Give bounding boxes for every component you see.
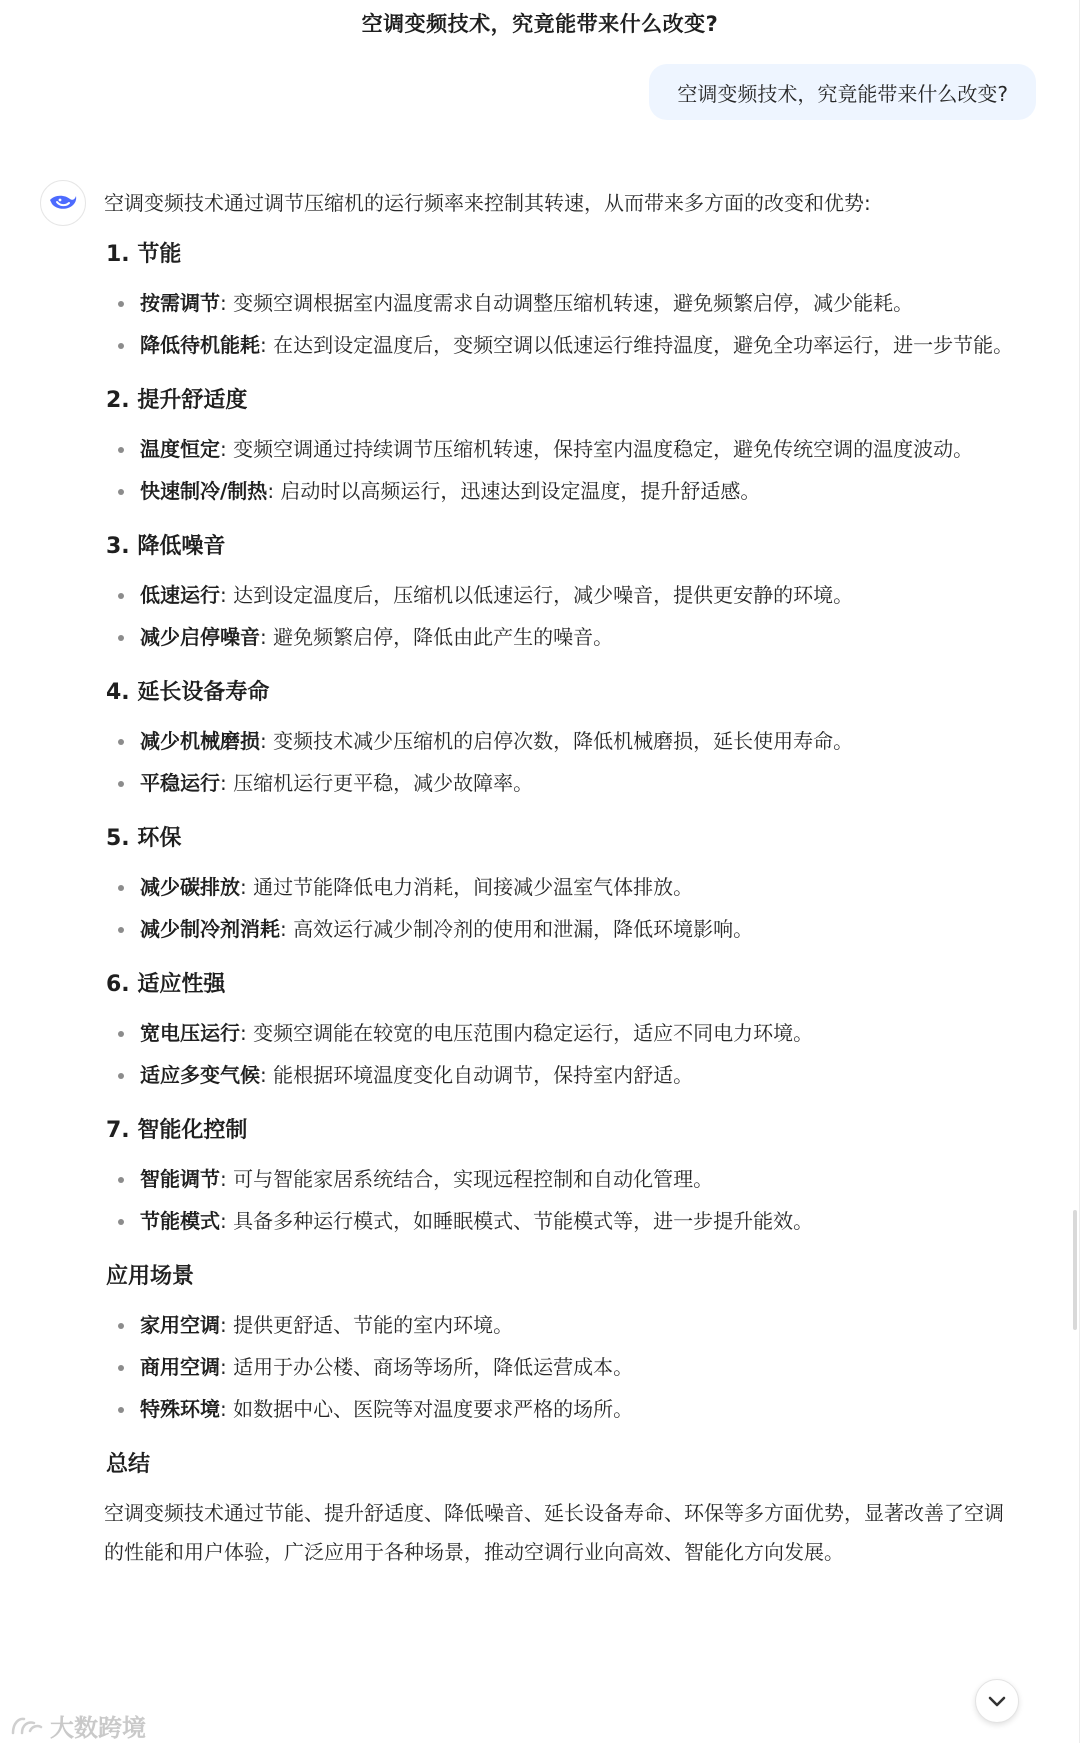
watermark-logo-icon: [10, 1713, 44, 1739]
bullet-list: [104, 868, 1018, 949]
scrollbar-thumb[interactable]: [1073, 1210, 1077, 1330]
bullet-item: [140, 618, 1018, 657]
chevron-down-icon: [987, 1694, 1007, 1708]
bullet-term: 减少启停噪音: [140, 625, 260, 649]
bullet-text: : 适用于办公楼、商场等场所，降低运营成本。: [220, 1355, 634, 1379]
scroll-to-bottom-button[interactable]: [975, 1679, 1019, 1723]
bullet-item: [140, 910, 1018, 949]
assistant-avatar: [40, 180, 86, 226]
bullet-text: : 达到设定温度后，压缩机以低速运行，减少噪音，提供更安静的环境。: [220, 583, 854, 607]
bullet-text: : 提供更舒适、节能的室内环境。: [220, 1313, 514, 1337]
section-heading: 7. 智能化控制: [106, 1118, 248, 1143]
bullet-term: 家用空调: [140, 1313, 220, 1337]
bullet-list: [104, 1160, 1018, 1241]
summary-text: 空调变频技术通过节能、提升舒适度、降低噪音、延长设备寿命、环保等多方面优势，显著改善了空调的性能和用户体验，广泛应用于各种场景，推动空调行业向高效、智能化方向发展。: [104, 1501, 1004, 1564]
bullet-list: [104, 1014, 1018, 1095]
bullet-item: [140, 472, 1018, 511]
bullet-list: [104, 722, 1018, 803]
bullet-term: 节能模式: [140, 1209, 220, 1233]
bullet-term: 宽电压运行: [140, 1021, 240, 1045]
bullet-item: [140, 576, 1018, 615]
bullet-term: 按需调节: [140, 291, 220, 315]
section-heading: 4. 延长设备寿命: [106, 680, 270, 705]
bullet-text: : 变频空调能在较宽的电压范围内稳定运行，适应不同电力环境。: [240, 1021, 814, 1045]
bullet-term: 低速运行: [140, 583, 220, 607]
user-message-text: 空调变频技术，究竟能带来什么改变?: [677, 81, 1008, 106]
bullet-item: [140, 1390, 1018, 1429]
section-heading: 2. 提升舒适度: [106, 388, 248, 413]
bullet-list: [104, 430, 1018, 511]
bullet-list: [104, 284, 1018, 365]
bullet-term: 智能调节: [140, 1167, 220, 1191]
bullet-term: 减少机械磨损: [140, 729, 260, 753]
bullet-term: 适应多变气候: [140, 1063, 260, 1087]
chat-title: 空调变频技术，究竟能带来什么改变?: [361, 12, 719, 36]
answer-sections: [104, 235, 1018, 1429]
bullet-item: [140, 1056, 1018, 1095]
section-heading: 应用场景: [106, 1264, 195, 1289]
bullet-text: : 可与智能家居系统结合，实现远程控制和自动化管理。: [220, 1167, 714, 1191]
whale-logo-icon: [48, 191, 78, 215]
bullet-text: : 启动时以高频运行，迅速达到设定温度，提升舒适感。: [267, 479, 761, 503]
bullet-item: [140, 284, 1018, 323]
bullet-text: : 能根据环境温度变化自动调节，保持室内舒适。: [260, 1063, 694, 1087]
bullet-item: [140, 1160, 1018, 1199]
bullet-text: : 避免频繁启停，降低由此产生的噪音。: [260, 625, 614, 649]
section-heading: 1. 节能: [106, 242, 182, 267]
bullet-term: 减少碳排放: [140, 875, 240, 899]
bullet-term: 减少制冷剂消耗: [140, 917, 280, 941]
watermark-text: 大数跨境: [50, 1714, 146, 1742]
bullet-text: : 通过节能降低电力消耗，间接减少温室气体排放。: [240, 875, 694, 899]
bullet-text: : 高效运行减少制冷剂的使用和泄漏，降低环境影响。: [280, 917, 754, 941]
summary-heading: 总结: [106, 1452, 151, 1477]
bullet-term: 快速制冷/制热: [140, 479, 268, 503]
bullet-item: [140, 868, 1018, 907]
section-heading: 3. 降低噪音: [106, 534, 226, 559]
bullet-term: 平稳运行: [140, 771, 220, 795]
section-heading: 6. 适应性强: [106, 972, 226, 997]
bullet-text: : 变频技术减少压缩机的启停次数，降低机械磨损，延长使用寿命。: [260, 729, 854, 753]
bullet-term: 商用空调: [140, 1355, 220, 1379]
bullet-item: [140, 326, 1018, 365]
bullet-item: [140, 1014, 1018, 1053]
bullet-text: : 变频空调通过持续调节压缩机转速，保持室内温度稳定，避免传统空调的温度波动。: [220, 437, 974, 461]
bullet-item: [140, 1202, 1018, 1241]
bullet-term: 温度恒定: [140, 437, 220, 461]
bullet-item: [140, 722, 1018, 761]
bullet-list: [104, 1306, 1018, 1429]
watermark: [10, 1708, 146, 1743]
user-message-bubble: [649, 64, 1036, 120]
answer-intro: 空调变频技术通过调节压缩机的运行频率来控制其转速，从而带来多方面的改变和优势:: [104, 191, 871, 215]
bullet-item: [140, 764, 1018, 803]
bullet-text: : 在达到设定温度后，变频空调以低速运行维持温度，避免全功率运行，进一步节能。: [260, 333, 1014, 357]
bullet-text: : 变频空调根据室内温度需求自动调整压缩机转速，避免频繁启停，减少能耗。: [220, 291, 914, 315]
bullet-term: 降低待机能耗: [140, 333, 260, 357]
section-heading: 5. 环保: [106, 826, 182, 851]
bullet-item: [140, 430, 1018, 469]
bullet-text: : 如数据中心、医院等对温度要求严格的场所。: [220, 1397, 634, 1421]
bullet-text: : 压缩机运行更平稳，减少故障率。: [220, 771, 534, 795]
assistant-answer: [104, 184, 1018, 1572]
bullet-term: 特殊环境: [140, 1397, 220, 1421]
bullet-item: [140, 1348, 1018, 1387]
bullet-item: [140, 1306, 1018, 1345]
bullet-list: [104, 576, 1018, 657]
bullet-text: : 具备多种运行模式，如睡眠模式、节能模式等，进一步提升能效。: [220, 1209, 814, 1233]
